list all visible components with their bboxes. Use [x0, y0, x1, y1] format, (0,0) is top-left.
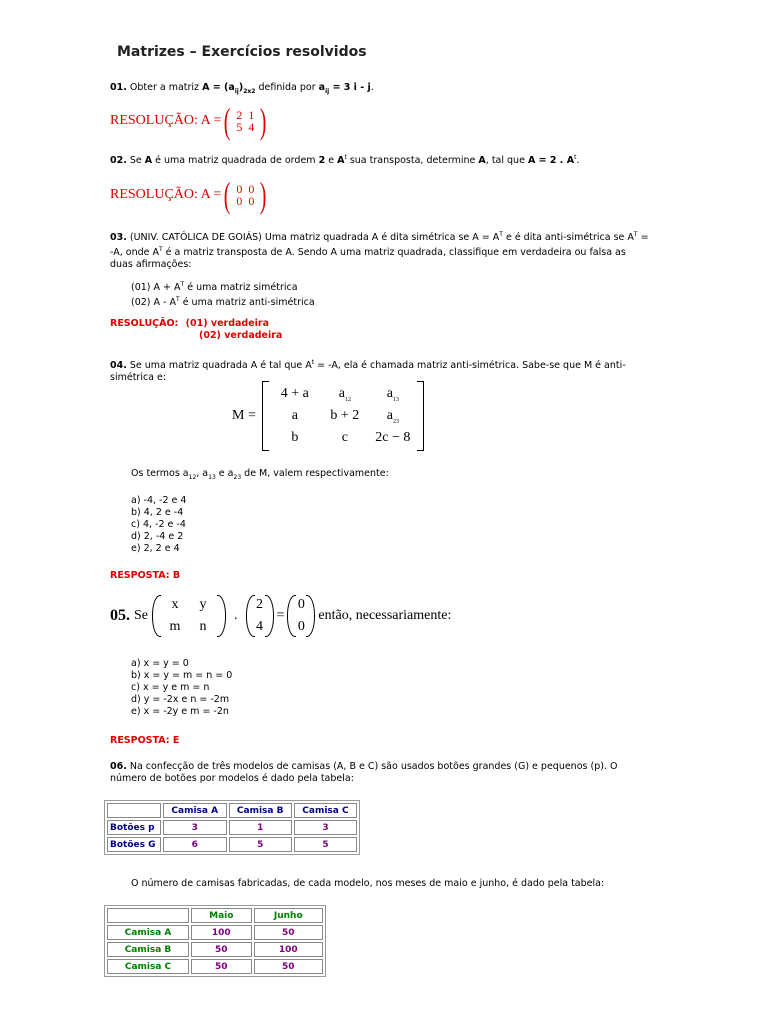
option: b) x = y = m = n = 0 [131, 670, 233, 681]
table-cell: 50 [254, 925, 323, 940]
question-text: é uma matriz quadrada de ordem [152, 155, 319, 167]
table-cell: 1 [229, 820, 292, 835]
matrix-cell: $a_{23}$ [386, 407, 399, 425]
matrix-cell: 5 [236, 120, 243, 134]
options-05 [131, 658, 232, 718]
question-text: Se [126, 155, 145, 167]
question-text: e [325, 155, 338, 167]
matrix-cell: c [341, 429, 348, 445]
matrix-cell: 2c − 8 [375, 429, 411, 445]
resolution-label: RESOLUÇÃO: A = [110, 113, 222, 128]
matrix-cell: $a_{12}$ [338, 385, 351, 403]
matrix-2x2 [233, 183, 257, 207]
question-text: , tal que [485, 155, 528, 167]
matrix-cell: 2 [236, 108, 243, 122]
row-label: Botões G [107, 837, 161, 852]
resolution-03-line2: (02) verdadeira [199, 330, 283, 341]
question-text: Se [134, 608, 148, 623]
right-paren: ) [260, 175, 267, 215]
superscript: T [158, 246, 163, 254]
statement: (01) $A + A^T$ é uma matriz simétrica [131, 281, 298, 294]
formula: a [318, 82, 326, 93]
formula: 2 [318, 155, 326, 167]
table-corner [107, 908, 189, 923]
left-paren: ( [224, 175, 231, 215]
page-title: Matrizes – Exercícios resolvidos [117, 44, 367, 60]
punctuation: . [370, 82, 374, 93]
superscript: t [574, 154, 577, 161]
left-paren [287, 595, 296, 637]
question-02 [110, 152, 579, 167]
superscript: t [344, 154, 347, 161]
resolution-label: RESOLUÇÃO: A = [110, 187, 222, 202]
vector: 2 4 [256, 597, 263, 634]
answer-04: RESPOSTA: B [110, 570, 181, 581]
options-04 [131, 495, 186, 555]
table-cell: 100 [254, 942, 323, 957]
left-bracket [262, 381, 269, 451]
subscript: 2x2 [243, 87, 256, 95]
matrix-2x2 [233, 109, 257, 133]
table-cell: 5 [229, 837, 292, 852]
option: c) x = y e m = n [131, 682, 210, 693]
row-label: Camisa B [107, 942, 189, 957]
resolution-02 [110, 175, 269, 215]
table-corner [107, 803, 161, 818]
question-number: 05. [110, 607, 130, 624]
option: e) x = -2y e m = -2n [131, 706, 229, 717]
question-01 [110, 82, 374, 98]
table-cell: 50 [254, 959, 323, 974]
matrix-cell: 1 [248, 108, 255, 122]
question-number: 06. [110, 761, 127, 772]
table-cell: 100 [191, 925, 252, 940]
formula: A = (a [202, 82, 235, 93]
left-paren [246, 595, 255, 637]
question-text: definida por [255, 82, 319, 93]
table-row [107, 837, 357, 852]
punctuation: . [576, 155, 580, 167]
formula: A [478, 155, 486, 167]
superscript: t [311, 359, 315, 366]
question-text: Se uma matriz quadrada A é tal que A [126, 360, 312, 372]
table-cell: 5 [294, 837, 357, 852]
table-shirts [104, 905, 326, 977]
formula: ) [238, 82, 244, 93]
matrix-cell: 0 [248, 182, 255, 196]
superscript: T [499, 231, 503, 238]
matrix-label: M = [232, 408, 256, 423]
subscript: ij [234, 87, 239, 95]
question-06 [110, 761, 650, 785]
formula: = 3 i - j [329, 82, 371, 93]
subscript: ij [325, 87, 330, 95]
option: e) 2, 2 e 4 [131, 543, 180, 554]
table-header: Junho [254, 908, 323, 923]
statements-03 [131, 279, 315, 309]
matrix-cell: 4 [248, 120, 255, 134]
question-number: 01. [110, 82, 127, 93]
terms-04: Os termos $a_{12}$, $a_{13}$ e $a_{23}$ de M, valem respectivamente: [131, 468, 389, 481]
row-label: Botões p [107, 820, 161, 835]
option: d) 2, -4 e 2 [131, 531, 184, 542]
option: a) -4, -2 e 4 [131, 495, 187, 506]
dot-operator: . [234, 608, 238, 623]
table-header: Camisa B [229, 803, 292, 818]
table-cell: 3 [163, 820, 227, 835]
question-06-text2: O número de camisas fabricadas, de cada modelo, nos meses de maio e junho, é dado pela tabela: [131, 878, 605, 889]
question-text: sua transposta, determine [346, 155, 479, 167]
formula: A = 2 . A [527, 155, 575, 167]
matrix-m [232, 381, 424, 451]
matrix-cell: 0 [236, 194, 243, 208]
matrix-2x2: x y m n [169, 597, 207, 634]
formula: A [337, 155, 345, 167]
right-paren [217, 595, 226, 637]
question-text: Obter a matriz [126, 82, 203, 93]
option: b) 4, 2 e -4 [131, 507, 184, 518]
table-row [107, 925, 323, 940]
table-row [107, 959, 323, 974]
resolution-03 [110, 318, 269, 330]
equation-05 [110, 595, 451, 637]
option: d) y = -2x e n = -2m [131, 694, 230, 705]
matrix-cell: a [291, 407, 298, 423]
table-cell: 6 [163, 837, 227, 852]
table-row [107, 820, 357, 835]
matrix-cell: b + 2 [330, 407, 360, 423]
right-paren [306, 595, 315, 637]
row-label: Camisa C [107, 959, 189, 974]
right-paren: ) [260, 101, 267, 141]
right-paren [265, 595, 274, 637]
question-text: (UNIV. CATÓLICA DE GOIÁS) Uma matriz quadrada A é dita simétrica se A = A [126, 232, 500, 244]
question-text: então, necessariamente: [318, 608, 452, 623]
question-number: 04. [110, 360, 127, 372]
answer-05: RESPOSTA: E [110, 735, 180, 746]
matrix-grid [269, 383, 417, 449]
table-header-row [107, 908, 323, 923]
resolution-01 [110, 101, 269, 141]
question-text: = -A, onde A [110, 232, 649, 259]
table-cell: 50 [191, 959, 252, 974]
resolution-value: (01) verdadeira [185, 318, 270, 329]
matrix-cell: $a_{13}$ [386, 385, 399, 403]
question-text: e é dita anti-simétrica se A [502, 232, 634, 244]
row-label: Camisa A [107, 925, 189, 940]
table-header-row [107, 803, 357, 818]
left-paren [152, 595, 161, 637]
superscript: T [633, 231, 638, 238]
question-number: 02. [110, 155, 127, 167]
matrix-cell: 0 [236, 182, 243, 196]
equals-sign: = [276, 608, 285, 623]
left-paren: ( [224, 101, 231, 141]
table-header: Camisa A [163, 803, 227, 818]
option: c) 4, -2 e -4 [131, 519, 186, 530]
question-text: é a matriz transposta de A. Sendo A uma matriz quadrada, classifique em verdadeira ou falsa as duas afirmações: [110, 247, 626, 271]
table-buttons [104, 800, 360, 855]
question-03 [110, 229, 650, 271]
matrix-cell: 4 + a [280, 385, 309, 401]
matrix-cell: b [291, 429, 299, 445]
table-row [107, 942, 323, 957]
right-bracket [417, 381, 424, 451]
question-text: = -A, ela é chamada matriz anti-simétrica. Sabe-se que M é anti-simétrica e: [110, 360, 626, 384]
formula: A [144, 155, 153, 167]
table-header: Camisa C [294, 803, 357, 818]
option: a) x = y = 0 [131, 658, 189, 669]
table-cell: 50 [191, 942, 252, 957]
question-text: Na confecção de três modelos de camisas (A, B e C) são usados botões grandes (G) e pequenos (p). O número de botões por modelos é dado pela tabela: [110, 761, 618, 784]
question-number: 03. [110, 232, 127, 244]
statement: (02) A - $A^T$ é uma matriz anti-simétrica [131, 296, 315, 309]
table-header: Maio [191, 908, 252, 923]
matrix-cell: 0 [248, 194, 255, 208]
vector: 0 0 [297, 597, 305, 634]
table-cell: 3 [294, 820, 357, 835]
resolution-label: RESOLUÇÃO: [110, 318, 179, 329]
